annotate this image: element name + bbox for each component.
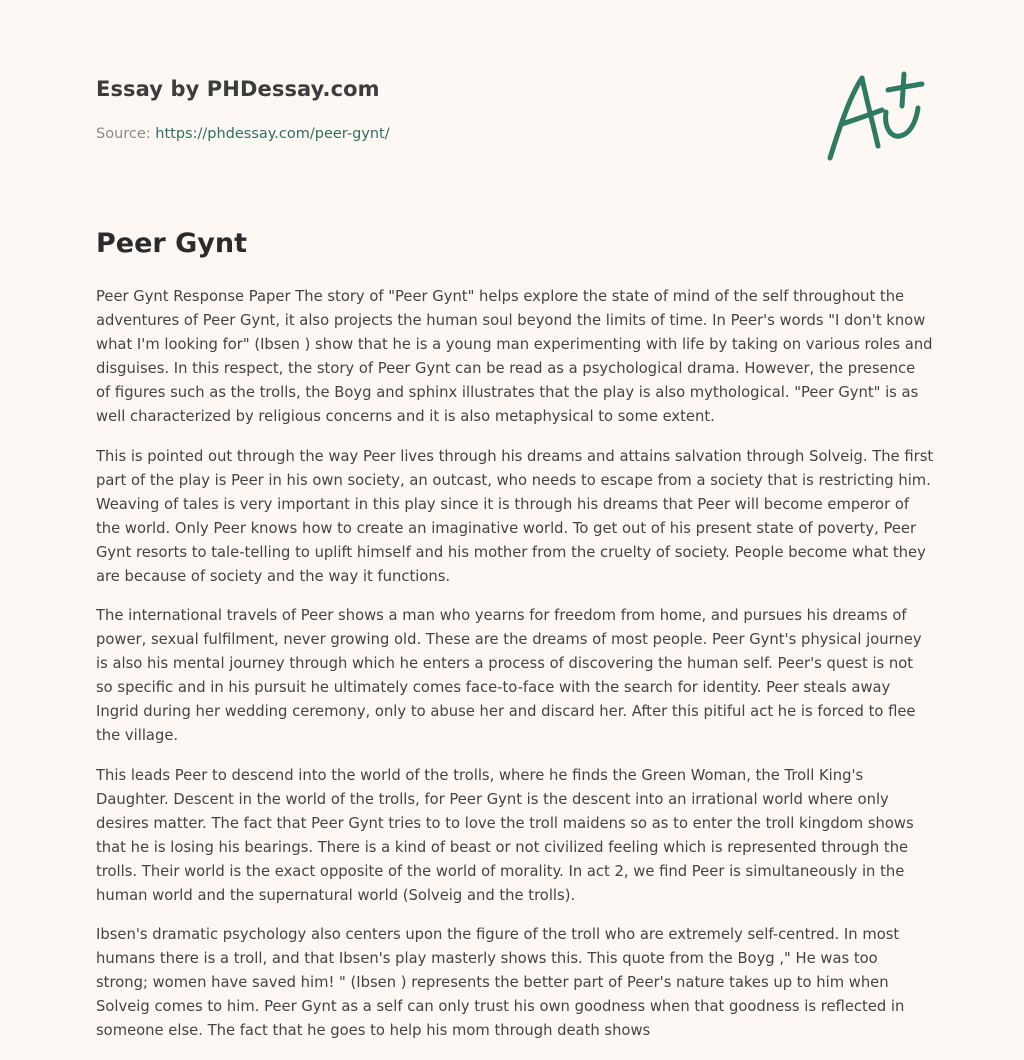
essay-paragraph: Peer Gynt Response Paper The story of "Peer Gynt" helps explore the state of mind of the self throughout the adventures of Peer Gynt, it also projects the human soul beyond the limits of time. In Peer's words "I don't know what I'm looking for" (Ibsen ) show that he is a young man experimenting with life by taking on various roles and disguises. In this respect, the story of Peer Gynt can be read as a psychological drama. However, the presence of figures such as the trolls, the Boyg and sphinx illustrates that the play is also mythological. "Peer Gynt" is as well characterized by religious concerns and it is also metaphysical to some extent. [96,288,933,425]
essay-paragraph: This leads Peer to descend into the world of the trolls, where he finds the Green Woman, the Troll King's Daughter. Descent in the world of the trolls, for Peer Gynt is the descent into an irrational world where only desires matter. The fact that Peer Gynt tries to to love the troll maidens so as to enter the troll kingdom shows that he is losing his bearings. There is a kind of beast or not civilized feeling which is represented through the trolls. Their world is the exact opposite of the world of morality. In act 2, we find Peer is simultaneously in the human world and the supernatural world (Solveig and the trolls). [96,766,914,904]
essay-title: Peer Gynt [96,228,248,259]
brand-title: Essay by PHDessay.com [96,77,380,101]
source-line [96,124,390,144]
site-header [96,74,796,142]
a-plus-grade-icon [820,66,930,166]
source-link[interactable]: https://phdessay.com/peer-gynt/ [155,126,390,142]
essay-body [96,285,934,1059]
source-label: Source: [96,126,151,142]
essay-paragraph: This is pointed out through the way Peer lives through his dreams and attains salvation through Solveig. The first part of the play is Peer in his own society, an outcast, who needs to escape from a society that is restricting him. Weaving of tales is very important in this play since it is through his dreams that Peer will become emperor of the world. Only Peer knows how to create an imaginative world. To get out of his present state of poverty, Peer Gynt resorts to tale-telling to uplift himself and his mother from the cruelty of society. People become what they are because of society and the way it functions. [96,447,934,585]
essay-paragraph: Ibsen's dramatic psychology also centers upon the figure of the troll who are extremely self-centred. In most humans there is a troll, and that Ibsen's play masterly shows this. This quote from the Boyg ," He was too strong; women have saved him! " (Ibsen ) represents the better part of Peer's nature takes up to him when Solveig comes to him. Peer Gynt as a self can only trust his own goodness when that goodness is reflected in someone else. The fact that he goes to help his mom through death shows [96,926,905,1039]
essay-paragraph: The international travels of Peer shows a man who yearns for freedom from home, and pursues his dreams of power, sexual fulfilment, never growing old. These are the dreams of most people. Peer Gynt's physical journey is also his mental journey through which he enters a process of discovering the human self. Peer's quest is not so specific and in his pursuit he ultimately comes face-to-face with the search for identity. Peer steals away Ingrid during her wedding ceremony, only to abuse her and discard her. After this pitiful act he is forced to flee the village. [96,607,922,744]
